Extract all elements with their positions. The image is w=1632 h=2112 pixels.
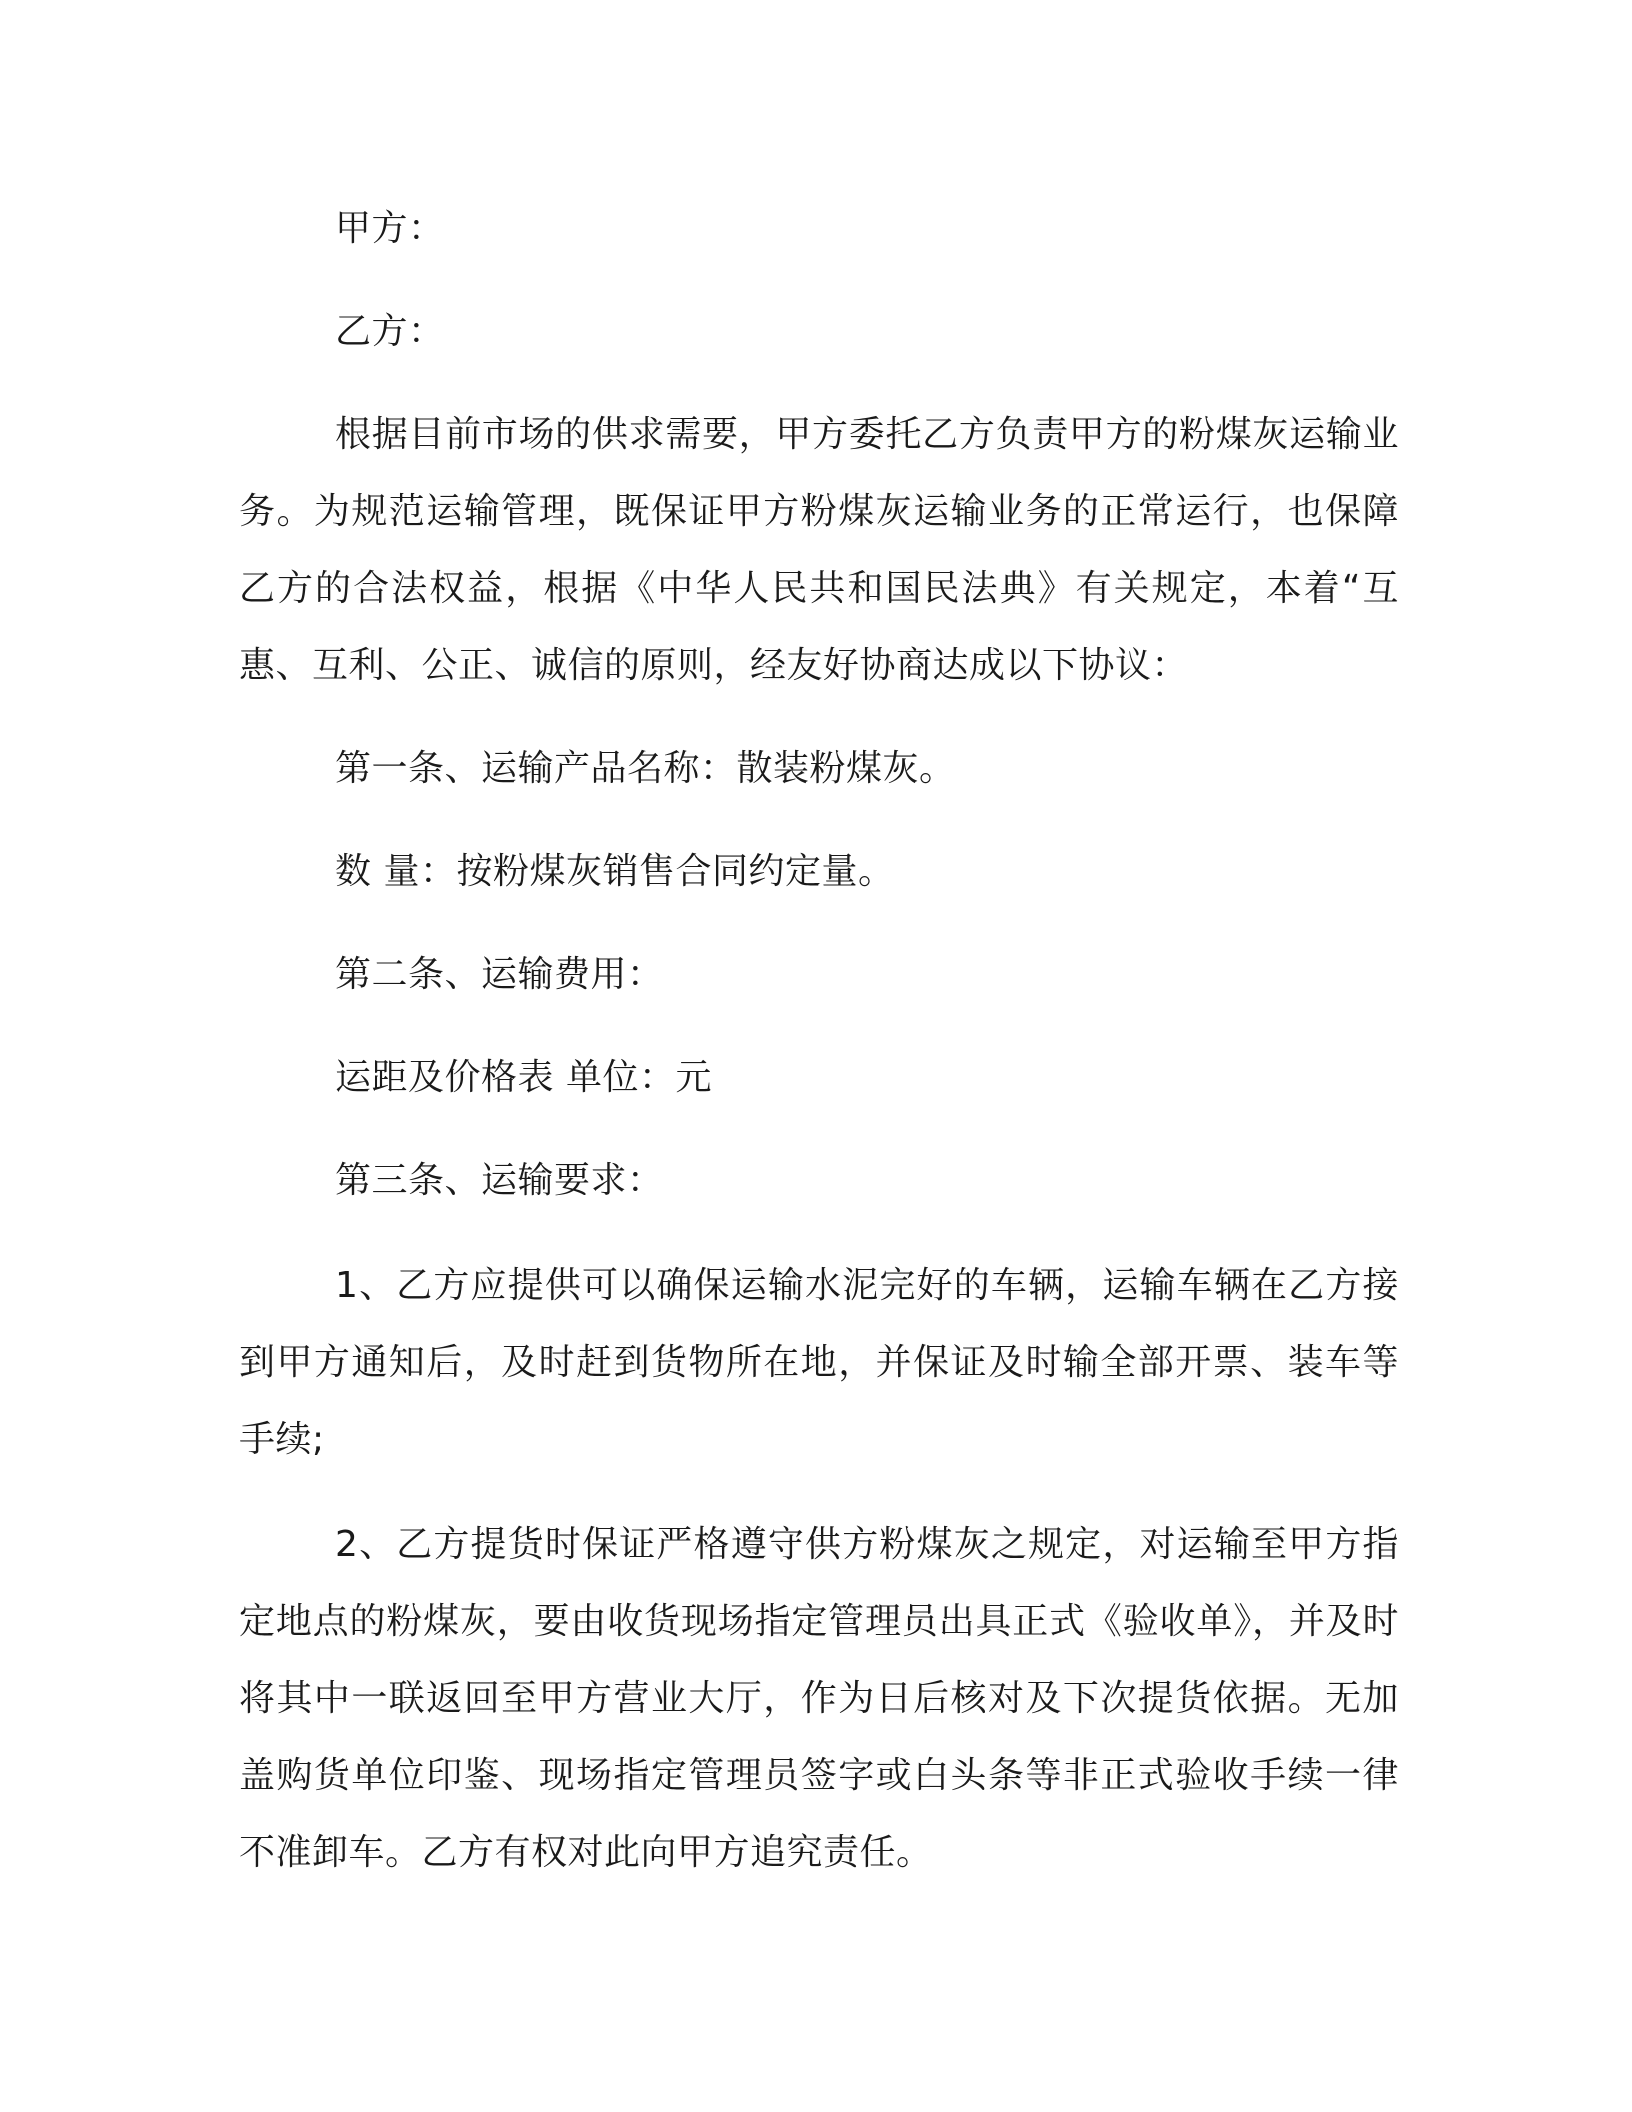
article-1: 第一条、运输产品名称：散装粉煤灰。	[335, 748, 956, 789]
price-table-caption: 运距及价格表 单位：元	[335, 1057, 712, 1098]
party-a-line: 甲方：	[335, 208, 445, 249]
article-2: 第二条、运输费用：	[335, 954, 664, 995]
quantity-line: 数 量：按粉煤灰销售合同约定量。	[335, 851, 895, 892]
party-b-line: 乙方：	[335, 311, 445, 352]
article-3: 第三条、运输要求：	[335, 1160, 664, 1201]
clause-2: 2、乙方提货时保证严格遵守供方粉煤灰之规定，对运输至甲方指定地点的粉煤灰，要由收货现场指定管理员出具正式《验收单》，并及时将其中一联返回至甲方营业大厅，作为日后核对及下次提货依据。无加盖购货单位印鉴、现场指定管理员签字或白头条等非正式验收手续一律不准卸车。乙方有权对此向甲方追究责任。	[239, 1524, 1399, 1873]
clause-1: 1、乙方应提供可以确保运输水泥完好的车辆，运输车辆在乙方接到甲方通知后，及时赶到货物所在地，并保证及时输全部开票、装车等手续;	[239, 1265, 1399, 1460]
document-body	[239, 190, 1399, 1891]
preamble-paragraph: 根据目前市场的供求需要，甲方委托乙方负责甲方的粉煤灰运输业务。为规范运输管理，既保证甲方粉煤灰运输业务的正常运行，也保障乙方的合法权益，根据《中华人民共和国民法典》有关规定，本着“互惠、互利、公正、诚信的原则，经友好协商达成以下协议：	[239, 414, 1399, 686]
